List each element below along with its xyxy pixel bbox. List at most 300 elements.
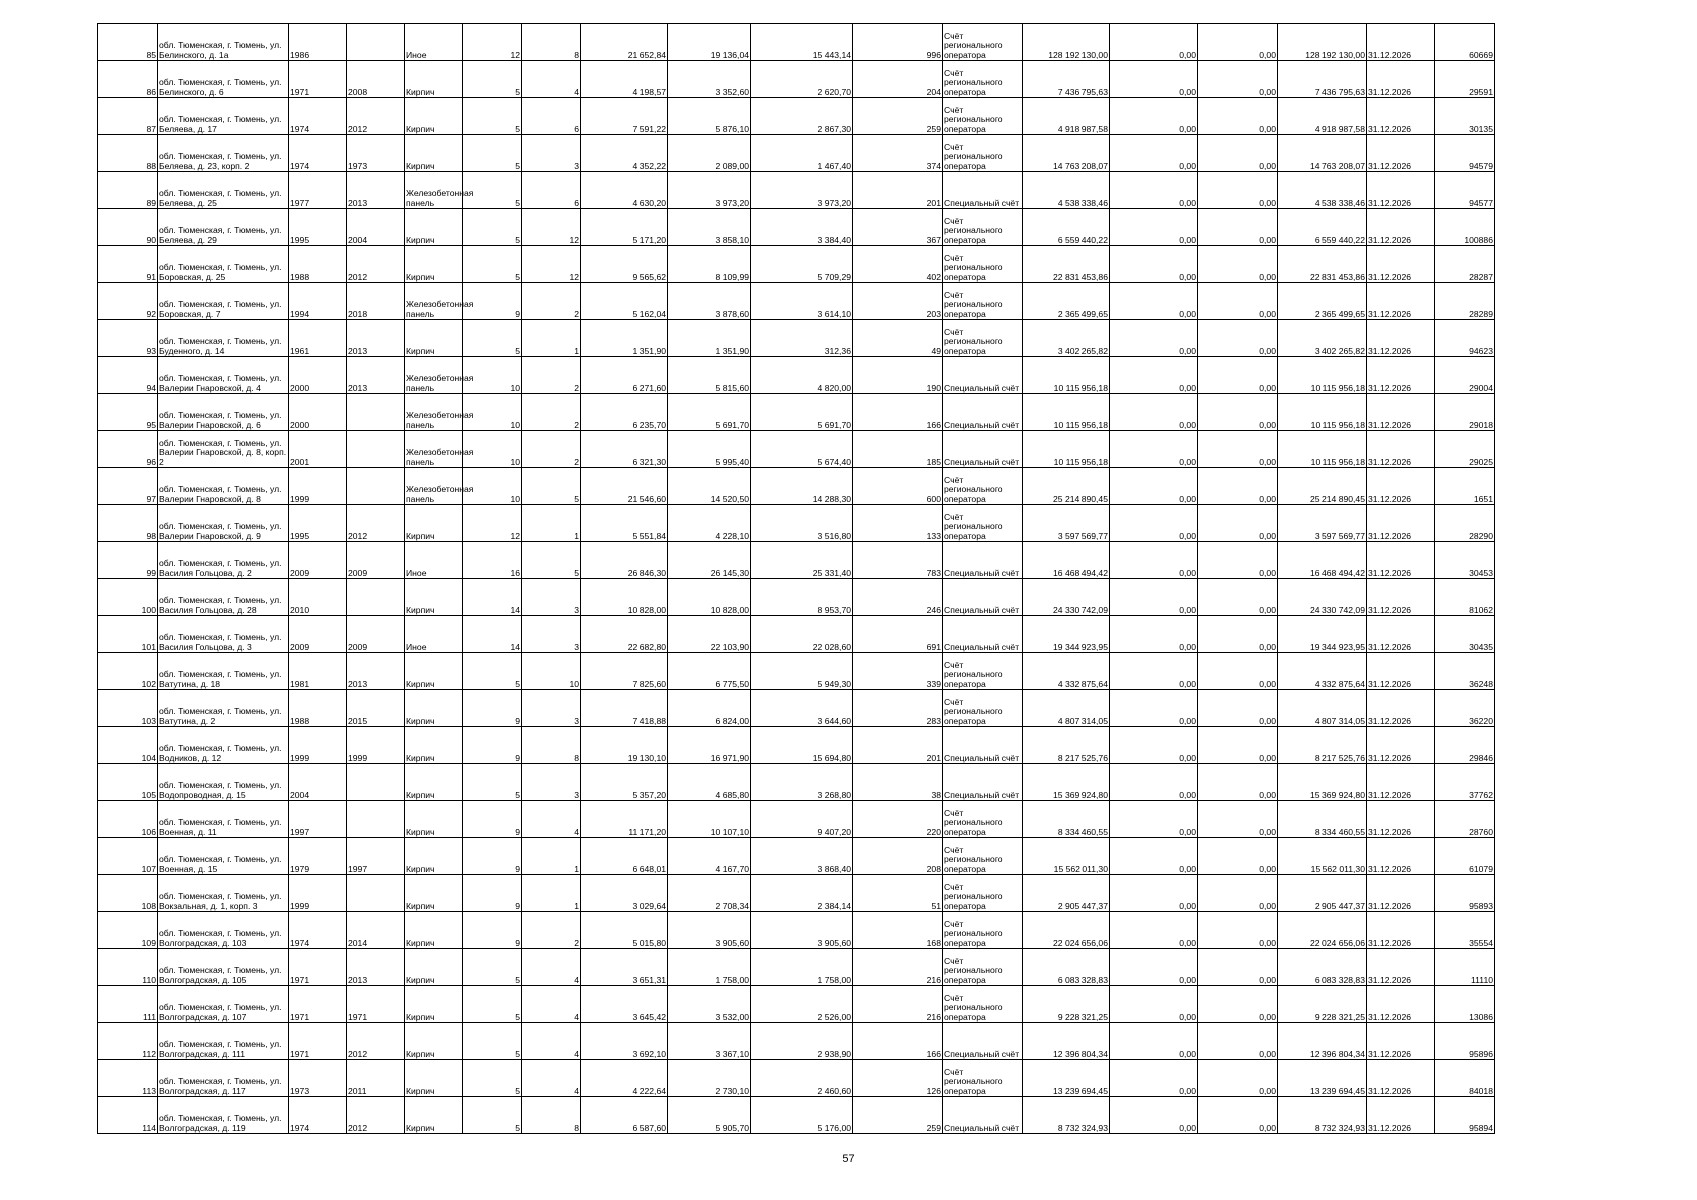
total-area-cell: 21 652,84 [581,24,668,61]
table-row [98,690,1495,727]
floors-cell: 10 [463,357,522,394]
deadline-date-cell: 31.12.2026 [1367,838,1435,875]
residential-area-cell: 3 644,60 [751,690,853,727]
residents-cell: 38 [853,764,943,801]
overhaul-year-cell: 2012 [347,1097,405,1134]
row-number-cell: 96 [98,431,158,468]
total-area-cell: 3 029,64 [581,875,668,912]
house-id-cell: 95893 [1435,875,1495,912]
deadline-date-cell: 31.12.2026 [1367,172,1435,209]
row-number-cell: 98 [98,505,158,542]
residential-area-cell: 5 674,40 [751,431,853,468]
overhaul-year-cell [347,764,405,801]
cost-owners-cell: 6 083 328,83 [1278,949,1367,986]
overhaul-year-cell: 2012 [347,246,405,283]
cost-total-cell: 2 905 447,37 [1023,875,1110,912]
build-year-cell: 2009 [289,616,347,653]
residential-area-cell: 3 516,80 [751,505,853,542]
cost-federal-cell: 0,00 [1110,690,1198,727]
cost-owners-cell: 8 217 525,76 [1278,727,1367,764]
wall-material-cell: Железобетонная панель [405,283,463,320]
address-cell: обл. Тюменская, г. Тюмень, ул. Волгоградская, д. 107 [158,986,289,1023]
entrances-cell: 2 [522,357,581,394]
cost-owners-cell: 15 562 011,30 [1278,838,1367,875]
table-row [98,801,1495,838]
total-area-cell: 7 591,22 [581,98,668,135]
table-row [98,246,1495,283]
entrances-cell: 3 [522,579,581,616]
residents-cell: 600 [853,468,943,505]
total-area-cell: 4 198,57 [581,61,668,98]
house-id-cell: 61079 [1435,838,1495,875]
cost-owners-cell: 4 538 338,46 [1278,172,1367,209]
house-id-cell: 29846 [1435,727,1495,764]
overhaul-year-cell: 2012 [347,98,405,135]
row-number-cell: 110 [98,949,158,986]
residents-cell: 168 [853,912,943,949]
build-year-cell: 1997 [289,801,347,838]
cost-total-cell: 4 807 314,05 [1023,690,1110,727]
total-area-cell: 21 546,60 [581,468,668,505]
entrances-cell: 5 [522,542,581,579]
build-year-cell: 2004 [289,764,347,801]
row-number-cell: 86 [98,61,158,98]
table-row [98,320,1495,357]
residential-area-cell: 15 694,80 [751,727,853,764]
deadline-date-cell: 31.12.2026 [1367,616,1435,653]
cost-total-cell: 22 024 656,06 [1023,912,1110,949]
address-cell: обл. Тюменская, г. Тюмень, ул. Белинского, д. 6 [158,61,289,98]
premises-area-cell: 16 971,90 [668,727,751,764]
wall-material-cell: Железобетонная панель [405,394,463,431]
total-area-cell: 3 645,42 [581,986,668,1023]
housing-registry-table [97,23,1495,1134]
table-row [98,764,1495,801]
residents-cell: 259 [853,98,943,135]
build-year-cell: 1971 [289,61,347,98]
address-cell: обл. Тюменская, г. Тюмень, ул. Военная, д. 11 [158,801,289,838]
residential-area-cell: 3 973,20 [751,172,853,209]
cost-owners-cell: 6 559 440,22 [1278,209,1367,246]
cost-total-cell: 10 115 956,18 [1023,394,1110,431]
residents-cell: 283 [853,690,943,727]
deadline-date-cell: 31.12.2026 [1367,98,1435,135]
premises-area-cell: 5 995,40 [668,431,751,468]
entrances-cell: 4 [522,986,581,1023]
overhaul-year-cell: 2012 [347,1023,405,1060]
cost-regional-cell: 0,00 [1198,135,1278,172]
cost-total-cell: 2 365 499,65 [1023,283,1110,320]
floors-cell: 5 [463,1097,522,1134]
row-number-cell: 85 [98,24,158,61]
cost-owners-cell: 22 831 453,86 [1278,246,1367,283]
overhaul-year-cell [347,431,405,468]
residential-area-cell: 1 467,40 [751,135,853,172]
entrances-cell: 4 [522,61,581,98]
cost-regional-cell: 0,00 [1198,653,1278,690]
residents-cell: 783 [853,542,943,579]
fund-method-cell: Счёт регионального оператора [943,505,1023,542]
cost-total-cell: 10 115 956,18 [1023,357,1110,394]
floors-cell: 5 [463,98,522,135]
row-number-cell: 90 [98,209,158,246]
cost-regional-cell: 0,00 [1198,1060,1278,1097]
floors-cell: 12 [463,24,522,61]
address-cell: обл. Тюменская, г. Тюмень, ул. Белинского, д. 1а [158,24,289,61]
cost-federal-cell: 0,00 [1110,172,1198,209]
cost-total-cell: 16 468 494,42 [1023,542,1110,579]
entrances-cell: 2 [522,431,581,468]
fund-method-cell: Счёт регионального оператора [943,838,1023,875]
row-number-cell: 114 [98,1097,158,1134]
floors-cell: 5 [463,1060,522,1097]
cost-owners-cell: 3 597 569,77 [1278,505,1367,542]
row-number-cell: 95 [98,394,158,431]
floors-cell: 9 [463,283,522,320]
row-number-cell: 101 [98,616,158,653]
deadline-date-cell: 31.12.2026 [1367,875,1435,912]
overhaul-year-cell: 1997 [347,838,405,875]
house-id-cell: 1651 [1435,468,1495,505]
build-year-cell: 1999 [289,727,347,764]
residents-cell: 49 [853,320,943,357]
build-year-cell: 1971 [289,949,347,986]
address-cell: обл. Тюменская, г. Тюмень, ул. Волгоградская, д. 117 [158,1060,289,1097]
deadline-date-cell: 31.12.2026 [1367,542,1435,579]
entrances-cell: 3 [522,764,581,801]
residential-area-cell: 2 620,70 [751,61,853,98]
floors-cell: 9 [463,875,522,912]
cost-federal-cell: 0,00 [1110,1060,1198,1097]
table-row [98,542,1495,579]
cost-regional-cell: 0,00 [1198,172,1278,209]
floors-cell: 9 [463,838,522,875]
house-id-cell: 11110 [1435,949,1495,986]
residents-cell: 374 [853,135,943,172]
table-row [98,986,1495,1023]
wall-material-cell: Кирпич [405,690,463,727]
cost-owners-cell: 3 402 265,82 [1278,320,1367,357]
floors-cell: 5 [463,949,522,986]
fund-method-cell: Специальный счёт [943,764,1023,801]
cost-regional-cell: 0,00 [1198,394,1278,431]
house-id-cell: 60669 [1435,24,1495,61]
table-row [98,357,1495,394]
cost-federal-cell: 0,00 [1110,949,1198,986]
cost-regional-cell: 0,00 [1198,579,1278,616]
cost-regional-cell: 0,00 [1198,949,1278,986]
cost-owners-cell: 12 396 804,34 [1278,1023,1367,1060]
build-year-cell: 2000 [289,357,347,394]
wall-material-cell: Кирпич [405,135,463,172]
table-row [98,949,1495,986]
cost-federal-cell: 0,00 [1110,764,1198,801]
floors-cell: 16 [463,542,522,579]
row-number-cell: 104 [98,727,158,764]
cost-owners-cell: 4 807 314,05 [1278,690,1367,727]
table-row [98,616,1495,653]
house-id-cell: 81062 [1435,579,1495,616]
cost-owners-cell: 128 192 130,00 [1278,24,1367,61]
overhaul-year-cell: 2011 [347,1060,405,1097]
cost-total-cell: 24 330 742,09 [1023,579,1110,616]
total-area-cell: 7 825,60 [581,653,668,690]
house-id-cell: 94623 [1435,320,1495,357]
build-year-cell: 1974 [289,912,347,949]
premises-area-cell: 22 103,90 [668,616,751,653]
entrances-cell: 12 [522,209,581,246]
cost-owners-cell: 8 334 460,55 [1278,801,1367,838]
table-row [98,579,1495,616]
address-cell: обл. Тюменская, г. Тюмень, ул. Беляева, д. 25 [158,172,289,209]
overhaul-year-cell: 1973 [347,135,405,172]
house-id-cell: 37762 [1435,764,1495,801]
address-cell: обл. Тюменская, г. Тюмень, ул. Василия Гольцова, д. 28 [158,579,289,616]
entrances-cell: 4 [522,1060,581,1097]
cost-total-cell: 8 732 324,93 [1023,1097,1110,1134]
fund-method-cell: Специальный счёт [943,542,1023,579]
cost-owners-cell: 2 905 447,37 [1278,875,1367,912]
total-area-cell: 3 692,10 [581,1023,668,1060]
cost-owners-cell: 19 344 923,95 [1278,616,1367,653]
residents-cell: 51 [853,875,943,912]
cost-federal-cell: 0,00 [1110,246,1198,283]
overhaul-year-cell: 2012 [347,505,405,542]
build-year-cell: 1974 [289,98,347,135]
fund-method-cell: Счёт регионального оператора [943,283,1023,320]
cost-total-cell: 8 217 525,76 [1023,727,1110,764]
deadline-date-cell: 31.12.2026 [1367,283,1435,320]
address-cell: обл. Тюменская, г. Тюмень, ул. Валерии Гнаровской, д. 4 [158,357,289,394]
residential-area-cell: 3 268,80 [751,764,853,801]
cost-total-cell: 15 369 924,80 [1023,764,1110,801]
address-cell: обл. Тюменская, г. Тюмень, ул. Волгоградская, д. 105 [158,949,289,986]
row-number-cell: 102 [98,653,158,690]
entrances-cell: 3 [522,135,581,172]
cost-regional-cell: 0,00 [1198,320,1278,357]
row-number-cell: 103 [98,690,158,727]
row-number-cell: 100 [98,579,158,616]
residential-area-cell: 9 407,20 [751,801,853,838]
overhaul-year-cell: 2009 [347,616,405,653]
cost-regional-cell: 0,00 [1198,542,1278,579]
house-id-cell: 94579 [1435,135,1495,172]
total-area-cell: 1 351,90 [581,320,668,357]
fund-method-cell: Счёт регионального оператора [943,135,1023,172]
total-area-cell: 5 162,04 [581,283,668,320]
cost-federal-cell: 0,00 [1110,653,1198,690]
address-cell: обл. Тюменская, г. Тюмень, ул. Боровская, д. 25 [158,246,289,283]
total-area-cell: 11 171,20 [581,801,668,838]
overhaul-year-cell: 2018 [347,283,405,320]
fund-method-cell: Специальный счёт [943,431,1023,468]
address-cell: обл. Тюменская, г. Тюмень, ул. Ватутина, д. 2 [158,690,289,727]
row-number-cell: 99 [98,542,158,579]
floors-cell: 12 [463,505,522,542]
fund-method-cell: Счёт регионального оператора [943,801,1023,838]
build-year-cell: 1988 [289,246,347,283]
build-year-cell: 1973 [289,1060,347,1097]
residential-area-cell: 2 938,90 [751,1023,853,1060]
table-row [98,727,1495,764]
residential-area-cell: 5 949,30 [751,653,853,690]
cost-owners-cell: 10 115 956,18 [1278,431,1367,468]
address-cell: обл. Тюменская, г. Тюмень, ул. Волгоградская, д. 111 [158,1023,289,1060]
entrances-cell: 2 [522,283,581,320]
address-cell: обл. Тюменская, г. Тюмень, ул. Валерии Гнаровской, д. 8, корп. 2 [158,431,289,468]
floors-cell: 5 [463,320,522,357]
cost-federal-cell: 0,00 [1110,912,1198,949]
entrances-cell: 3 [522,616,581,653]
premises-area-cell: 5 815,60 [668,357,751,394]
premises-area-cell: 14 520,50 [668,468,751,505]
residential-area-cell: 2 526,00 [751,986,853,1023]
overhaul-year-cell [347,24,405,61]
deadline-date-cell: 31.12.2026 [1367,135,1435,172]
wall-material-cell: Кирпич [405,1060,463,1097]
cost-federal-cell: 0,00 [1110,283,1198,320]
total-area-cell: 3 651,31 [581,949,668,986]
cost-owners-cell: 7 436 795,63 [1278,61,1367,98]
house-id-cell: 84018 [1435,1060,1495,1097]
floors-cell: 10 [463,468,522,505]
house-id-cell: 95896 [1435,1023,1495,1060]
house-id-cell: 95894 [1435,1097,1495,1134]
address-cell: обл. Тюменская, г. Тюмень, ул. Буденного, д. 14 [158,320,289,357]
build-year-cell: 1971 [289,986,347,1023]
cost-regional-cell: 0,00 [1198,431,1278,468]
cost-regional-cell: 0,00 [1198,24,1278,61]
premises-area-cell: 2 708,34 [668,875,751,912]
total-area-cell: 9 565,62 [581,246,668,283]
address-cell: обл. Тюменская, г. Тюмень, ул. Водопроводная, д. 15 [158,764,289,801]
floors-cell: 5 [463,61,522,98]
table-row [98,468,1495,505]
floors-cell: 5 [463,986,522,1023]
residential-area-cell: 3 868,40 [751,838,853,875]
build-year-cell: 2009 [289,542,347,579]
fund-method-cell: Счёт регионального оператора [943,986,1023,1023]
cost-owners-cell: 25 214 890,45 [1278,468,1367,505]
fund-method-cell: Счёт регионального оператора [943,209,1023,246]
residents-cell: 367 [853,209,943,246]
premises-area-cell: 3 858,10 [668,209,751,246]
overhaul-year-cell [347,468,405,505]
cost-regional-cell: 0,00 [1198,468,1278,505]
cost-total-cell: 6 083 328,83 [1023,949,1110,986]
cost-total-cell: 9 228 321,25 [1023,986,1110,1023]
overhaul-year-cell: 2004 [347,209,405,246]
cost-federal-cell: 0,00 [1110,61,1198,98]
build-year-cell: 1977 [289,172,347,209]
floors-cell: 5 [463,1023,522,1060]
cost-regional-cell: 0,00 [1198,246,1278,283]
cost-regional-cell: 0,00 [1198,505,1278,542]
premises-area-cell: 5 691,70 [668,394,751,431]
total-area-cell: 4 352,22 [581,135,668,172]
residents-cell: 402 [853,246,943,283]
cost-federal-cell: 0,00 [1110,1023,1198,1060]
overhaul-year-cell [347,801,405,838]
fund-method-cell: Счёт регионального оператора [943,24,1023,61]
overhaul-year-cell: 2014 [347,912,405,949]
overhaul-year-cell: 2013 [347,172,405,209]
premises-area-cell: 3 905,60 [668,912,751,949]
address-cell: обл. Тюменская, г. Тюмень, ул. Волгоградская, д. 119 [158,1097,289,1134]
fund-method-cell: Специальный счёт [943,394,1023,431]
wall-material-cell: Кирпич [405,505,463,542]
premises-area-cell: 10 828,00 [668,579,751,616]
cost-federal-cell: 0,00 [1110,727,1198,764]
entrances-cell: 1 [522,505,581,542]
cost-owners-cell: 14 763 208,07 [1278,135,1367,172]
residential-area-cell: 1 758,00 [751,949,853,986]
floors-cell: 10 [463,431,522,468]
residents-cell: 126 [853,1060,943,1097]
deadline-date-cell: 31.12.2026 [1367,653,1435,690]
cost-federal-cell: 0,00 [1110,357,1198,394]
house-id-cell: 30135 [1435,98,1495,135]
house-id-cell: 30453 [1435,542,1495,579]
row-number-cell: 91 [98,246,158,283]
cost-total-cell: 14 763 208,07 [1023,135,1110,172]
premises-area-cell: 5 876,10 [668,98,751,135]
wall-material-cell: Кирпич [405,1097,463,1134]
residents-cell: 190 [853,357,943,394]
build-year-cell: 1995 [289,209,347,246]
residents-cell: 201 [853,727,943,764]
wall-material-cell: Иное [405,616,463,653]
address-cell: обл. Тюменская, г. Тюмень, ул. Боровская, д. 7 [158,283,289,320]
entrances-cell: 4 [522,1023,581,1060]
house-id-cell: 36248 [1435,653,1495,690]
entrances-cell: 4 [522,949,581,986]
wall-material-cell: Иное [405,542,463,579]
table-row [98,505,1495,542]
cost-federal-cell: 0,00 [1110,394,1198,431]
residential-area-cell: 2 867,30 [751,98,853,135]
cost-regional-cell: 0,00 [1198,357,1278,394]
residential-area-cell: 2 384,14 [751,875,853,912]
cost-federal-cell: 0,00 [1110,838,1198,875]
table-row [98,653,1495,690]
cost-owners-cell: 16 468 494,42 [1278,542,1367,579]
fund-method-cell: Счёт регионального оператора [943,61,1023,98]
wall-material-cell: Кирпич [405,727,463,764]
cost-federal-cell: 0,00 [1110,801,1198,838]
address-cell: обл. Тюменская, г. Тюмень, ул. Валерии Гнаровской, д. 6 [158,394,289,431]
row-number-cell: 113 [98,1060,158,1097]
house-id-cell: 29591 [1435,61,1495,98]
address-cell: обл. Тюменская, г. Тюмень, ул. Василия Гольцова, д. 2 [158,542,289,579]
cost-regional-cell: 0,00 [1198,209,1278,246]
deadline-date-cell: 31.12.2026 [1367,986,1435,1023]
cost-regional-cell: 0,00 [1198,727,1278,764]
wall-material-cell: Кирпич [405,579,463,616]
total-area-cell: 26 846,30 [581,542,668,579]
cost-total-cell: 4 332 875,64 [1023,653,1110,690]
house-id-cell: 28287 [1435,246,1495,283]
deadline-date-cell: 31.12.2026 [1367,912,1435,949]
house-id-cell: 30435 [1435,616,1495,653]
fund-method-cell: Специальный счёт [943,1097,1023,1134]
wall-material-cell: Железобетонная панель [405,431,463,468]
cost-total-cell: 25 214 890,45 [1023,468,1110,505]
cost-total-cell: 19 344 923,95 [1023,616,1110,653]
cost-total-cell: 22 831 453,86 [1023,246,1110,283]
row-number-cell: 106 [98,801,158,838]
total-area-cell: 6 648,01 [581,838,668,875]
